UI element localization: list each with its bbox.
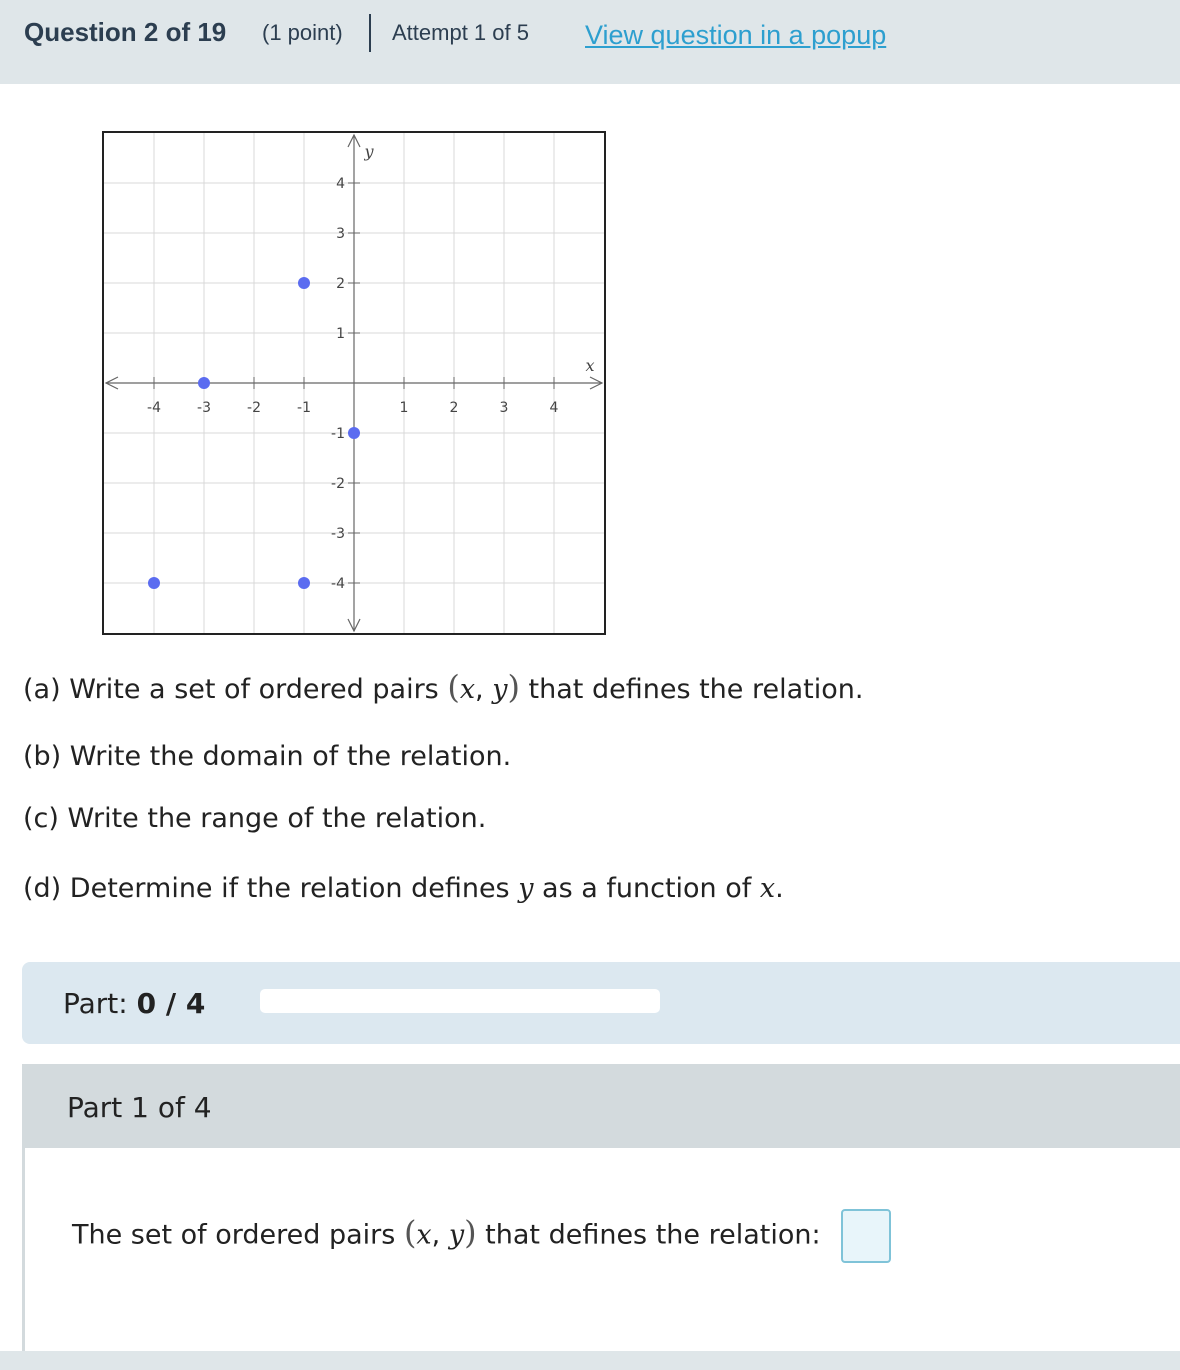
question-header <box>0 0 1180 84</box>
coordinate-graph <box>102 131 606 635</box>
part-1-section <box>22 1064 1180 1364</box>
bottom-rule <box>0 1351 1180 1370</box>
y-tick-label: 2 <box>336 276 345 292</box>
question-c: (c) Write the range of the relation. <box>23 803 487 834</box>
data-point <box>298 577 310 589</box>
x-tick-label: 3 <box>499 400 509 416</box>
x-tick-label: 2 <box>449 400 459 416</box>
answer-input[interactable] <box>841 1209 891 1263</box>
question-a: (a) Write a set of ordered pairs (x, y) that defines the relation. <box>23 668 864 706</box>
data-point <box>348 427 360 439</box>
progress-track <box>260 989 660 1013</box>
x-tick-label: -4 <box>147 400 161 416</box>
x-tick-label: 1 <box>399 400 409 416</box>
part-1-header <box>25 1064 1180 1148</box>
question-number: Question 2 of 19 <box>24 17 227 47</box>
data-point <box>148 577 160 589</box>
question-d: (d) Determine if the relation defines y as a function of x. <box>23 873 784 904</box>
x-axis-label: x <box>585 356 595 375</box>
x-tick-label: -1 <box>297 400 311 416</box>
part-1-title: Part 1 of 4 <box>67 1091 212 1124</box>
data-point <box>198 377 210 389</box>
y-tick-label: -4 <box>331 576 345 592</box>
y-tick-label: -2 <box>331 476 345 492</box>
data-point <box>298 277 310 289</box>
x-tick-label: -3 <box>197 400 211 416</box>
part-progress-bar <box>22 962 1180 1044</box>
y-tick-label: -1 <box>331 426 345 442</box>
part-score: Part: 0 / 4 <box>63 987 206 1020</box>
question-b: (b) Write the domain of the relation. <box>23 741 512 772</box>
y-tick-label: 3 <box>336 226 345 242</box>
x-tick-label: 4 <box>549 400 559 416</box>
x-tick-label: -2 <box>247 400 261 416</box>
y-tick-label: 4 <box>336 176 345 192</box>
view-popup-link[interactable]: View question in a popup <box>585 20 887 50</box>
question-points: (1 point) <box>262 20 343 45</box>
y-axis-label: y <box>364 142 374 161</box>
part-1-prompt: The set of ordered pairs (x, y) that defines the relation: <box>72 1209 891 1263</box>
attempt-counter: Attempt 1 of 5 <box>392 20 529 45</box>
y-tick-label: -3 <box>331 526 345 542</box>
header-divider <box>369 14 371 52</box>
y-tick-label: 1 <box>336 326 345 342</box>
